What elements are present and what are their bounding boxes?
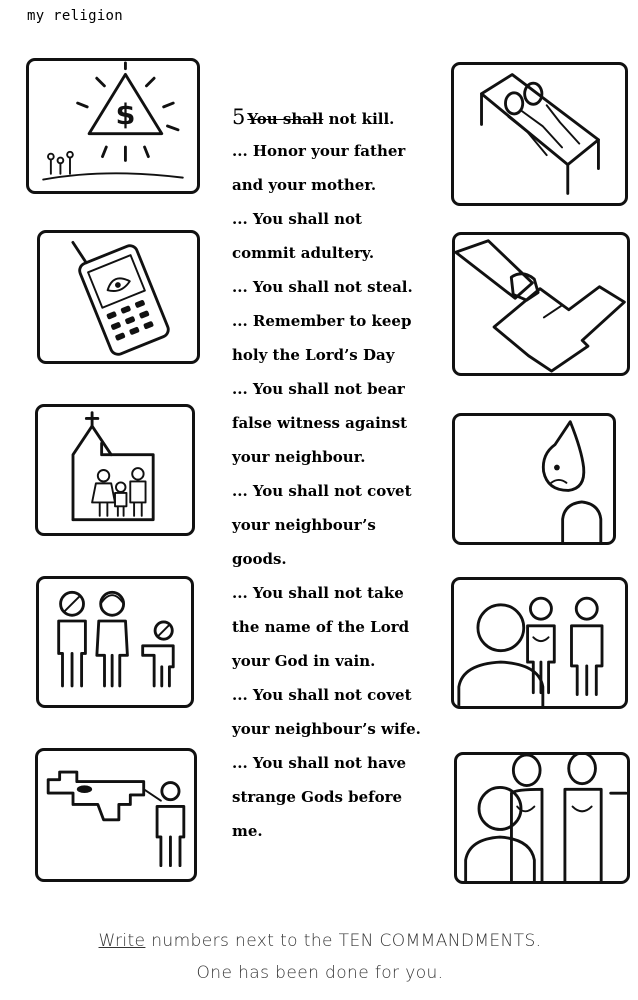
church-family-illustration xyxy=(38,407,192,533)
commandment-text: and your mother. xyxy=(232,176,377,194)
commandment-line xyxy=(232,814,437,848)
commandment-line xyxy=(232,236,437,270)
commandment-line xyxy=(232,134,437,168)
family-panel xyxy=(36,576,194,708)
commandment-text: ... You shall not covet xyxy=(232,482,412,500)
instructions-line-1-rest: numbers next to the TEN COMMANDMENTS. xyxy=(145,931,542,951)
people-group-panel xyxy=(451,577,628,709)
page-header: my religion xyxy=(27,8,124,24)
commandment-line xyxy=(232,440,437,474)
family-illustration xyxy=(39,579,191,705)
commandment-line xyxy=(232,406,437,440)
commandment-text: me. xyxy=(232,822,263,840)
crying-face-illustration xyxy=(455,416,613,542)
commandment-text: ... You shall not covet xyxy=(232,686,412,704)
commandment-text: the name of the Lord xyxy=(232,618,410,636)
bed-couple-illustration xyxy=(454,65,625,203)
instructions xyxy=(80,925,560,989)
commandment-text: ... You shall not bear xyxy=(232,380,405,398)
commandment-line xyxy=(232,746,437,780)
instructions-line-1 xyxy=(80,925,560,957)
commandments-list xyxy=(232,100,437,848)
commandment-line xyxy=(232,168,437,202)
commandment-line xyxy=(232,644,437,678)
commandment-line xyxy=(232,508,437,542)
commandment-text: strange Gods before xyxy=(232,788,403,806)
instructions-line-2: One has been done for you. xyxy=(196,963,444,983)
gun-panel xyxy=(35,748,197,882)
commandment-text: ... Honor your father xyxy=(232,142,406,160)
commandment-text: your neighbour’s xyxy=(232,516,376,534)
commandment-text: not kill. xyxy=(323,110,395,128)
commandment-text: your neighbour. xyxy=(232,448,366,466)
crying-face-panel xyxy=(452,413,616,545)
commandment-text: your God in vain. xyxy=(232,652,376,670)
cellphone-panel xyxy=(37,230,200,364)
commandment-line xyxy=(232,202,437,236)
commandment-text: false witness against xyxy=(232,414,408,432)
struck-text: You shall xyxy=(247,110,324,128)
dollar-pyramid-panel xyxy=(26,58,200,194)
commandment-line xyxy=(232,610,437,644)
crowd-illustration xyxy=(457,755,627,881)
commandment-text: holy the Lord’s Day xyxy=(232,346,395,364)
commandment-line xyxy=(232,338,437,372)
commandment-line xyxy=(232,678,437,712)
answer-number: 5 xyxy=(232,105,246,129)
commandment-text: ... You shall not take xyxy=(232,584,404,602)
crowd-panel xyxy=(454,752,630,884)
commandment-line xyxy=(232,372,437,406)
commandment-line xyxy=(232,542,437,576)
commandment-text: goods. xyxy=(232,550,287,568)
hand-stealing-illustration xyxy=(455,235,627,373)
bed-couple-panel xyxy=(451,62,628,206)
commandment-text: ... You shall not xyxy=(232,210,362,228)
commandment-line xyxy=(232,780,437,814)
commandment-text: ... You shall not have xyxy=(232,754,407,772)
commandment-text: ... Remember to keep xyxy=(232,312,412,330)
commandment-line xyxy=(232,712,437,746)
commandment-line xyxy=(232,474,437,508)
commandment-line xyxy=(232,100,437,134)
commandment-line xyxy=(232,270,437,304)
cellphone-illustration xyxy=(40,233,197,361)
svg-text:$: $ xyxy=(115,97,136,132)
commandment-text: your neighbour’s wife. xyxy=(232,720,421,738)
church-family-panel xyxy=(35,404,195,536)
people-group-illustration xyxy=(454,580,625,706)
commandment-text: commit adultery. xyxy=(232,244,375,262)
commandment-line xyxy=(232,304,437,338)
commandment-line xyxy=(232,576,437,610)
instructions-underlined-word: Write xyxy=(98,931,146,951)
dollar-pyramid-illustration xyxy=(29,61,197,191)
hand-stealing-panel xyxy=(452,232,630,376)
commandment-text: ... You shall not steal. xyxy=(232,278,413,296)
gun-illustration xyxy=(38,751,194,879)
